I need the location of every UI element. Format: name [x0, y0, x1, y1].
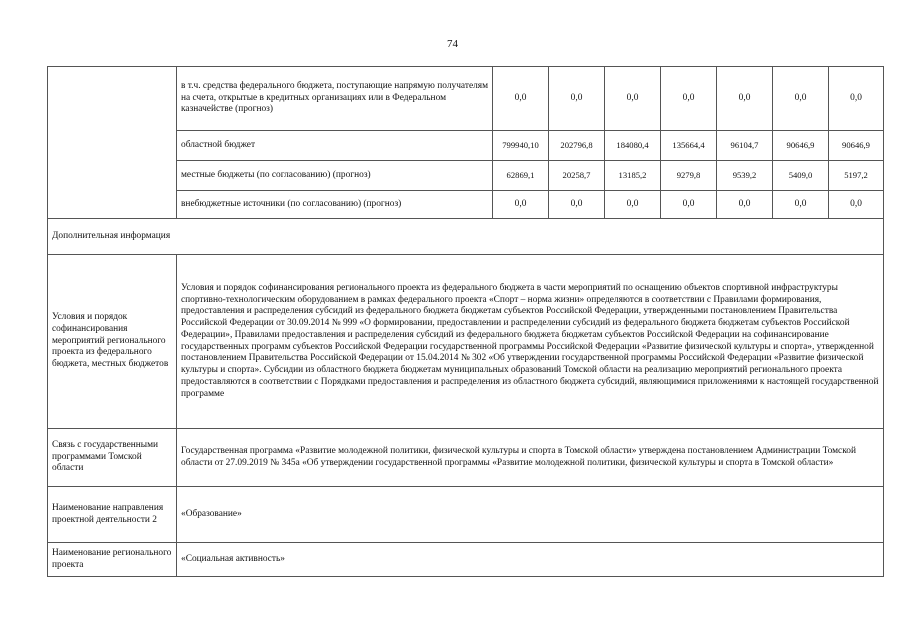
- passport-row-label: Условия и порядок софинансирования мероприятий регионального проекта из федерального бюджета, местных бюджетов: [48, 255, 177, 429]
- page-number: 74: [447, 38, 458, 50]
- passport-row-label: Наименование направления проектной деятельности 2: [48, 487, 177, 543]
- budget-value: 96104,7: [717, 131, 773, 161]
- budget-value: 90646,9: [773, 131, 829, 161]
- budget-value: 0,0: [661, 67, 717, 131]
- passport-row-value: Государственная программа «Развитие молодежной политики, физической культуры и спорта в Томской области» утверждена постановлением Администрации Томской области от 27.09.2019 № 345а «Об утверждении государственной программы «Развитие молодежной политики, физической культуры и спорта в Томской области»: [177, 429, 884, 487]
- budget-value: 0,0: [829, 191, 884, 219]
- budget-value: 9539,2: [717, 161, 773, 191]
- budget-value: 184080,4: [605, 131, 661, 161]
- budget-value: 20258,7: [549, 161, 605, 191]
- budget-value: 0,0: [605, 191, 661, 219]
- budget-value: 0,0: [661, 191, 717, 219]
- passport-row-label: Наименование регионального проекта: [48, 543, 177, 577]
- budget-value: 0,0: [549, 67, 605, 131]
- budget-value: 5197,2: [829, 161, 884, 191]
- budget-value: 0,0: [717, 67, 773, 131]
- passport-row-label: Связь с государственными программами Томской области: [48, 429, 177, 487]
- additional-info-row: [48, 219, 884, 255]
- budget-row-label: местные бюджеты (по согласованию) (прогноз): [177, 161, 493, 191]
- budget-row-federal-direct: [48, 67, 884, 131]
- passport-row-value: Условия и порядок софинансирования регионального проекта из федерального бюджета в части мероприятий по оснащению объектов спортивной инфраструктуры спортивно-технологическим оборудованием в рамках федерального проекта «Спорт – норма жизни» определяются в соответствии с Правилами формирования, предоставления и распределения субсидий из федерального бюджета бюджетам субъектов Российской Федерации, утвержденными постановлением Правительства Российской Федерации от 30.09.2014 № 999 «О формировании, предоставлении и распределении субсидий из федерального бюджета бюджетам субъектов Российской Федерации», Правилами предоставления и распределения субсидий из федерального бюджета бюджетам субъектов Российской Федерации на софинансирование государственных программ субъектов Российской Федерации государственной программы Российской Федерации «Развитие физической культуры и спорта», утвержденной постановлением Правительства Российской Федерации от 15.04.2014 № 302 «Об утверждении государственной программы Российской Федерации «Развитие физической культуры и спорта». Субсидии из областного бюджета бюджетам муниципальных образований Томской области на реализацию мероприятий регионального проекта предоставляются в соответствии с Порядками предоставления и распределения из областного бюджета субсидий, являющимися приложениями к настоящей государственной программе: [177, 255, 884, 429]
- budget-blank-cell: [48, 67, 177, 219]
- budget-value: 135664,4: [661, 131, 717, 161]
- passport-row-value: «Социальная активность»: [177, 543, 884, 577]
- budget-value: 0,0: [773, 67, 829, 131]
- passport-row-state-programs: [48, 429, 884, 487]
- regional-project-table: [47, 66, 884, 577]
- budget-value: 9279,8: [661, 161, 717, 191]
- budget-value: 0,0: [717, 191, 773, 219]
- passport-row-cofinancing: [48, 255, 884, 429]
- budget-value: 0,0: [493, 191, 549, 219]
- passport-row-value: «Образование»: [177, 487, 884, 543]
- budget-row-label: внебюджетные источники (по согласованию) (прогноз): [177, 191, 493, 219]
- budget-value: 0,0: [773, 191, 829, 219]
- budget-row-label: областной бюджет: [177, 131, 493, 161]
- budget-value: 5409,0: [773, 161, 829, 191]
- additional-info-heading: Дополнительная информация: [48, 219, 884, 255]
- passport-row-project-name: [48, 543, 884, 577]
- budget-row-label: в т.ч. средства федерального бюджета, поступающие напрямую получателям на счета, открытые в кредитных организациях или в Федеральном казначействе (прогноз): [177, 67, 493, 131]
- budget-value: 0,0: [605, 67, 661, 131]
- budget-value: 90646,9: [829, 131, 884, 161]
- budget-value: 0,0: [829, 67, 884, 131]
- budget-value: 202796,8: [549, 131, 605, 161]
- budget-value: 13185,2: [605, 161, 661, 191]
- budget-value: 0,0: [493, 67, 549, 131]
- budget-value: 0,0: [549, 191, 605, 219]
- budget-value: 62869,1: [493, 161, 549, 191]
- passport-row-direction: [48, 487, 884, 543]
- budget-value: 799940,10: [493, 131, 549, 161]
